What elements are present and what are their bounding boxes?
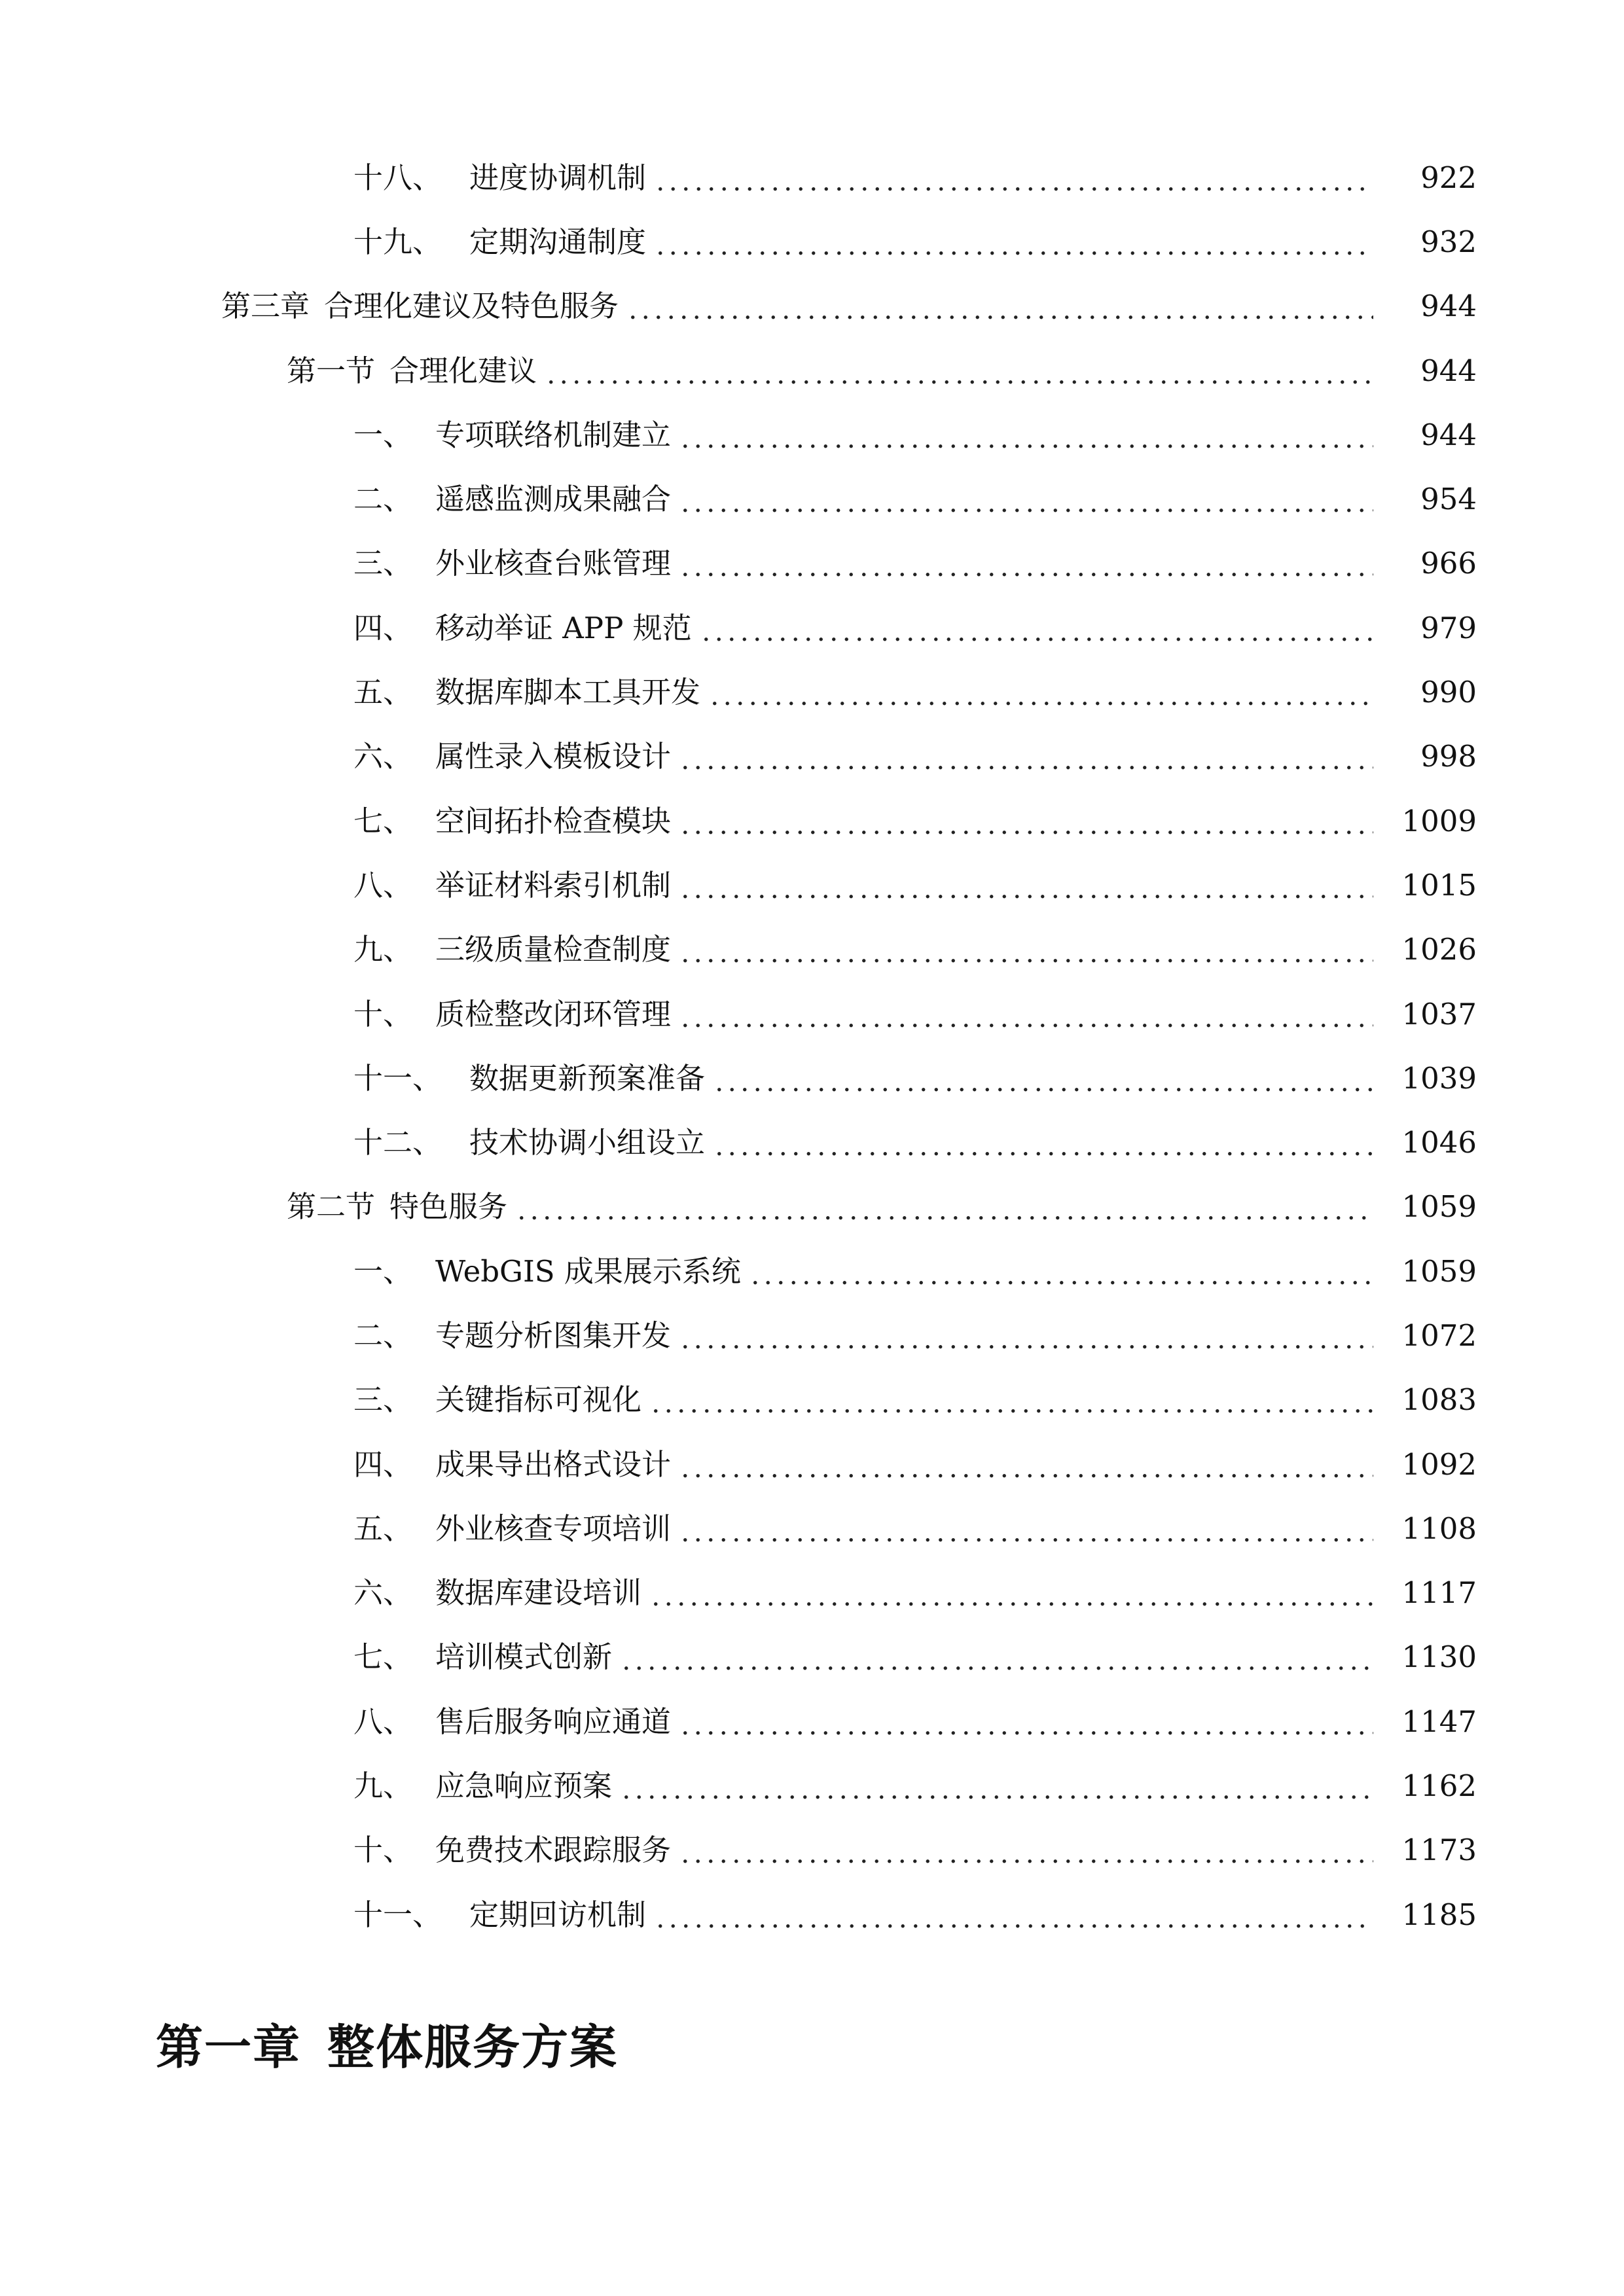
- toc-entry-number: 十一、: [353, 1897, 442, 1932]
- toc-entry-number: 第三章: [221, 289, 310, 324]
- toc-entry-title: 质检整改闭环管理: [435, 996, 672, 1031]
- toc-entry[interactable]: [0, 918, 1624, 982]
- toc-entry-title: 三级质量检查制度: [435, 932, 672, 967]
- toc-dot-leader: [626, 291, 1373, 321]
- toc-entry-page-number: 1059: [1401, 1253, 1477, 1289]
- toc-entry-number: 八、: [353, 867, 413, 903]
- toc-dot-leader: [700, 613, 1373, 643]
- toc-entry[interactable]: [0, 145, 1624, 209]
- toc-dot-leader: [545, 356, 1373, 386]
- toc-entry-number: 三、: [353, 1382, 413, 1418]
- toc-entry-title: 应急响应预案: [435, 1768, 613, 1804]
- toc-entry-number: 九、: [353, 1768, 413, 1804]
- toc-entry-page-number: 1009: [1401, 803, 1477, 838]
- toc-entry[interactable]: [0, 1561, 1624, 1625]
- toc-entry-page-number: 998: [1420, 739, 1477, 774]
- toc-entry[interactable]: [0, 789, 1624, 853]
- chapter-heading: [156, 2009, 644, 2077]
- toc-entry-title: WebGIS 成果展示系统: [435, 1253, 741, 1289]
- toc-entry-title: 空间拓扑检查模块: [435, 803, 672, 838]
- toc-entry[interactable]: [0, 725, 1624, 789]
- toc-dot-leader: [679, 420, 1373, 450]
- toc-entry-title: 数据更新预案准备: [469, 1060, 706, 1096]
- toc-entry-number: 二、: [353, 1318, 413, 1353]
- toc-entry-number: 十一、: [353, 1060, 442, 1096]
- toc-entry[interactable]: [0, 596, 1624, 660]
- chapter-heading-number: 第一章: [156, 2020, 302, 2075]
- toc-entry-title: 成果导出格式设计: [435, 1446, 672, 1482]
- toc-entry-title: 售后服务响应通道: [435, 1704, 672, 1739]
- toc-entry[interactable]: [0, 1046, 1624, 1110]
- toc-entry-number: 十九、: [353, 224, 442, 259]
- toc-dot-leader: [679, 1321, 1373, 1350]
- toc-entry-number: 九、: [353, 932, 413, 967]
- toc-dot-leader: [620, 1771, 1373, 1801]
- toc-entry-title: 定期沟通制度: [469, 224, 647, 259]
- toc-entry-number: 三、: [353, 546, 413, 581]
- toc-entry[interactable]: [0, 1303, 1624, 1367]
- toc-dot-leader: [679, 1835, 1373, 1865]
- toc-entry-page-number: 1147: [1401, 1704, 1477, 1739]
- toc-entry[interactable]: [0, 660, 1624, 724]
- toc-dot-leader: [713, 1064, 1373, 1093]
- toc-entry-title: 特色服务: [389, 1189, 508, 1225]
- toc-entry-title: 外业核查台账管理: [435, 546, 672, 581]
- toc-entry-title: 数据库脚本工具开发: [435, 675, 701, 710]
- toc-entry[interactable]: [0, 1818, 1624, 1882]
- toc-entry[interactable]: [0, 338, 1624, 403]
- toc-dot-leader: [654, 163, 1373, 192]
- toc-entry-page-number: 1173: [1401, 1833, 1477, 1868]
- toc-entry[interactable]: [0, 1368, 1624, 1432]
- toc-entry[interactable]: [0, 1239, 1624, 1303]
- toc-entry-number: 十、: [353, 1833, 413, 1868]
- toc-entry-title: 外业核查专项培训: [435, 1511, 672, 1546]
- toc-entry-number: 七、: [353, 803, 413, 838]
- toc-entry[interactable]: [0, 531, 1624, 596]
- toc-entry-page-number: 990: [1420, 675, 1477, 710]
- toc-entry-title: 举证材料索引机制: [435, 867, 672, 903]
- toc-entry-number: 四、: [353, 610, 413, 645]
- toc-entry-title: 技术协调小组设立: [469, 1125, 706, 1160]
- toc-entry-title: 遥感监测成果融合: [435, 482, 672, 517]
- toc-entry-page-number: 1108: [1401, 1511, 1477, 1546]
- toc-entry-title: 定期回访机制: [469, 1897, 647, 1932]
- toc-entry-page-number: 954: [1420, 482, 1477, 517]
- toc-entry[interactable]: [0, 853, 1624, 917]
- toc-entry-page-number: 1117: [1401, 1575, 1477, 1611]
- toc-dot-leader: [679, 1707, 1373, 1736]
- table-of-contents: [0, 145, 1624, 1946]
- toc-entry-page-number: 1162: [1401, 1768, 1477, 1804]
- toc-entry-page-number: 944: [1420, 417, 1477, 452]
- toc-entry-page-number: 932: [1420, 224, 1477, 259]
- toc-entry-title: 合理化建议及特色服务: [324, 289, 619, 324]
- toc-entry[interactable]: [0, 1625, 1624, 1689]
- toc-entry[interactable]: [0, 403, 1624, 467]
- toc-entry-page-number: 1130: [1401, 1640, 1477, 1675]
- toc-dot-leader: [708, 677, 1373, 707]
- toc-dot-leader: [654, 1900, 1373, 1929]
- toc-entry-page-number: 944: [1420, 289, 1477, 324]
- toc-entry-page-number: 1037: [1401, 996, 1477, 1031]
- toc-entry[interactable]: [0, 274, 1624, 338]
- toc-dot-leader: [649, 1578, 1373, 1607]
- toc-entry-title: 数据库建设培训: [435, 1575, 642, 1611]
- toc-dot-leader: [749, 1257, 1373, 1286]
- toc-entry[interactable]: [0, 1689, 1624, 1753]
- toc-dot-leader: [679, 870, 1373, 900]
- toc-entry-page-number: 922: [1420, 160, 1477, 195]
- toc-entry[interactable]: [0, 1496, 1624, 1560]
- toc-entry-title: 关键指标可视化: [435, 1382, 642, 1418]
- toc-entry-number: 四、: [353, 1446, 413, 1482]
- toc-entry[interactable]: [0, 209, 1624, 274]
- toc-dot-leader: [713, 1128, 1373, 1157]
- toc-entry-number: 十、: [353, 996, 413, 1031]
- toc-dot-leader: [515, 1192, 1373, 1221]
- toc-dot-leader: [679, 999, 1373, 1029]
- toc-entry-page-number: 979: [1420, 610, 1477, 645]
- toc-entry-number: 十二、: [353, 1125, 442, 1160]
- toc-entry-number: 一、: [353, 417, 413, 452]
- toc-entry-title: 免费技术跟踪服务: [435, 1833, 672, 1868]
- toc-dot-leader: [620, 1642, 1373, 1672]
- toc-entry[interactable]: [0, 1110, 1624, 1174]
- toc-entry-number: 二、: [353, 482, 413, 517]
- toc-entry[interactable]: [0, 1175, 1624, 1239]
- toc-entry-page-number: 1059: [1401, 1189, 1477, 1225]
- toc-dot-leader: [679, 1514, 1373, 1543]
- toc-entry-title: 培训模式创新: [435, 1640, 613, 1675]
- toc-entry-title: 移动举证 APP 规范: [435, 610, 692, 645]
- toc-entry-title: 属性录入模板设计: [435, 739, 672, 774]
- toc-dot-leader: [679, 484, 1373, 514]
- toc-entry-number: 六、: [353, 739, 413, 774]
- toc-entry[interactable]: [0, 1753, 1624, 1818]
- toc-dot-leader: [679, 806, 1373, 836]
- toc-entry-page-number: 1092: [1401, 1446, 1477, 1482]
- toc-entry-title: 进度协调机制: [469, 160, 647, 195]
- toc-entry-number: 五、: [353, 1511, 413, 1546]
- toc-entry-page-number: 1026: [1401, 932, 1477, 967]
- toc-entry-number: 一、: [353, 1253, 413, 1289]
- toc-entry-number: 七、: [353, 1640, 413, 1675]
- toc-entry-number: 第二节: [287, 1189, 376, 1225]
- toc-entry-number: 五、: [353, 675, 413, 710]
- toc-dot-leader: [649, 1385, 1373, 1414]
- toc-entry-page-number: 1046: [1401, 1125, 1477, 1160]
- toc-entry-page-number: 1072: [1401, 1318, 1477, 1353]
- toc-entry[interactable]: [0, 1432, 1624, 1496]
- toc-dot-leader: [679, 935, 1373, 964]
- toc-entry-number: 十八、: [353, 160, 442, 195]
- toc-dot-leader: [679, 1450, 1373, 1479]
- toc-entry-page-number: 1185: [1401, 1897, 1477, 1932]
- toc-entry[interactable]: [0, 467, 1624, 531]
- toc-entry[interactable]: [0, 982, 1624, 1046]
- toc-dot-leader: [654, 227, 1373, 257]
- toc-entry-page-number: 1083: [1401, 1382, 1477, 1418]
- toc-dot-leader: [679, 548, 1373, 578]
- toc-entry-title: 专项联络机制建立: [435, 417, 672, 452]
- toc-entry-number: 八、: [353, 1704, 413, 1739]
- toc-entry-page-number: 944: [1420, 353, 1477, 388]
- toc-entry-title: 合理化建议: [389, 353, 537, 388]
- toc-entry[interactable]: [0, 1882, 1624, 1946]
- toc-entry-page-number: 1015: [1401, 867, 1477, 903]
- toc-entry-page-number: 966: [1420, 546, 1477, 581]
- chapter-heading-title: 整体服务方案: [327, 2020, 619, 2075]
- toc-entry-title: 专题分析图集开发: [435, 1318, 672, 1353]
- toc-dot-leader: [679, 742, 1373, 771]
- toc-entry-page-number: 1039: [1401, 1060, 1477, 1096]
- toc-entry-number: 第一节: [287, 353, 376, 388]
- toc-entry-number: 六、: [353, 1575, 413, 1611]
